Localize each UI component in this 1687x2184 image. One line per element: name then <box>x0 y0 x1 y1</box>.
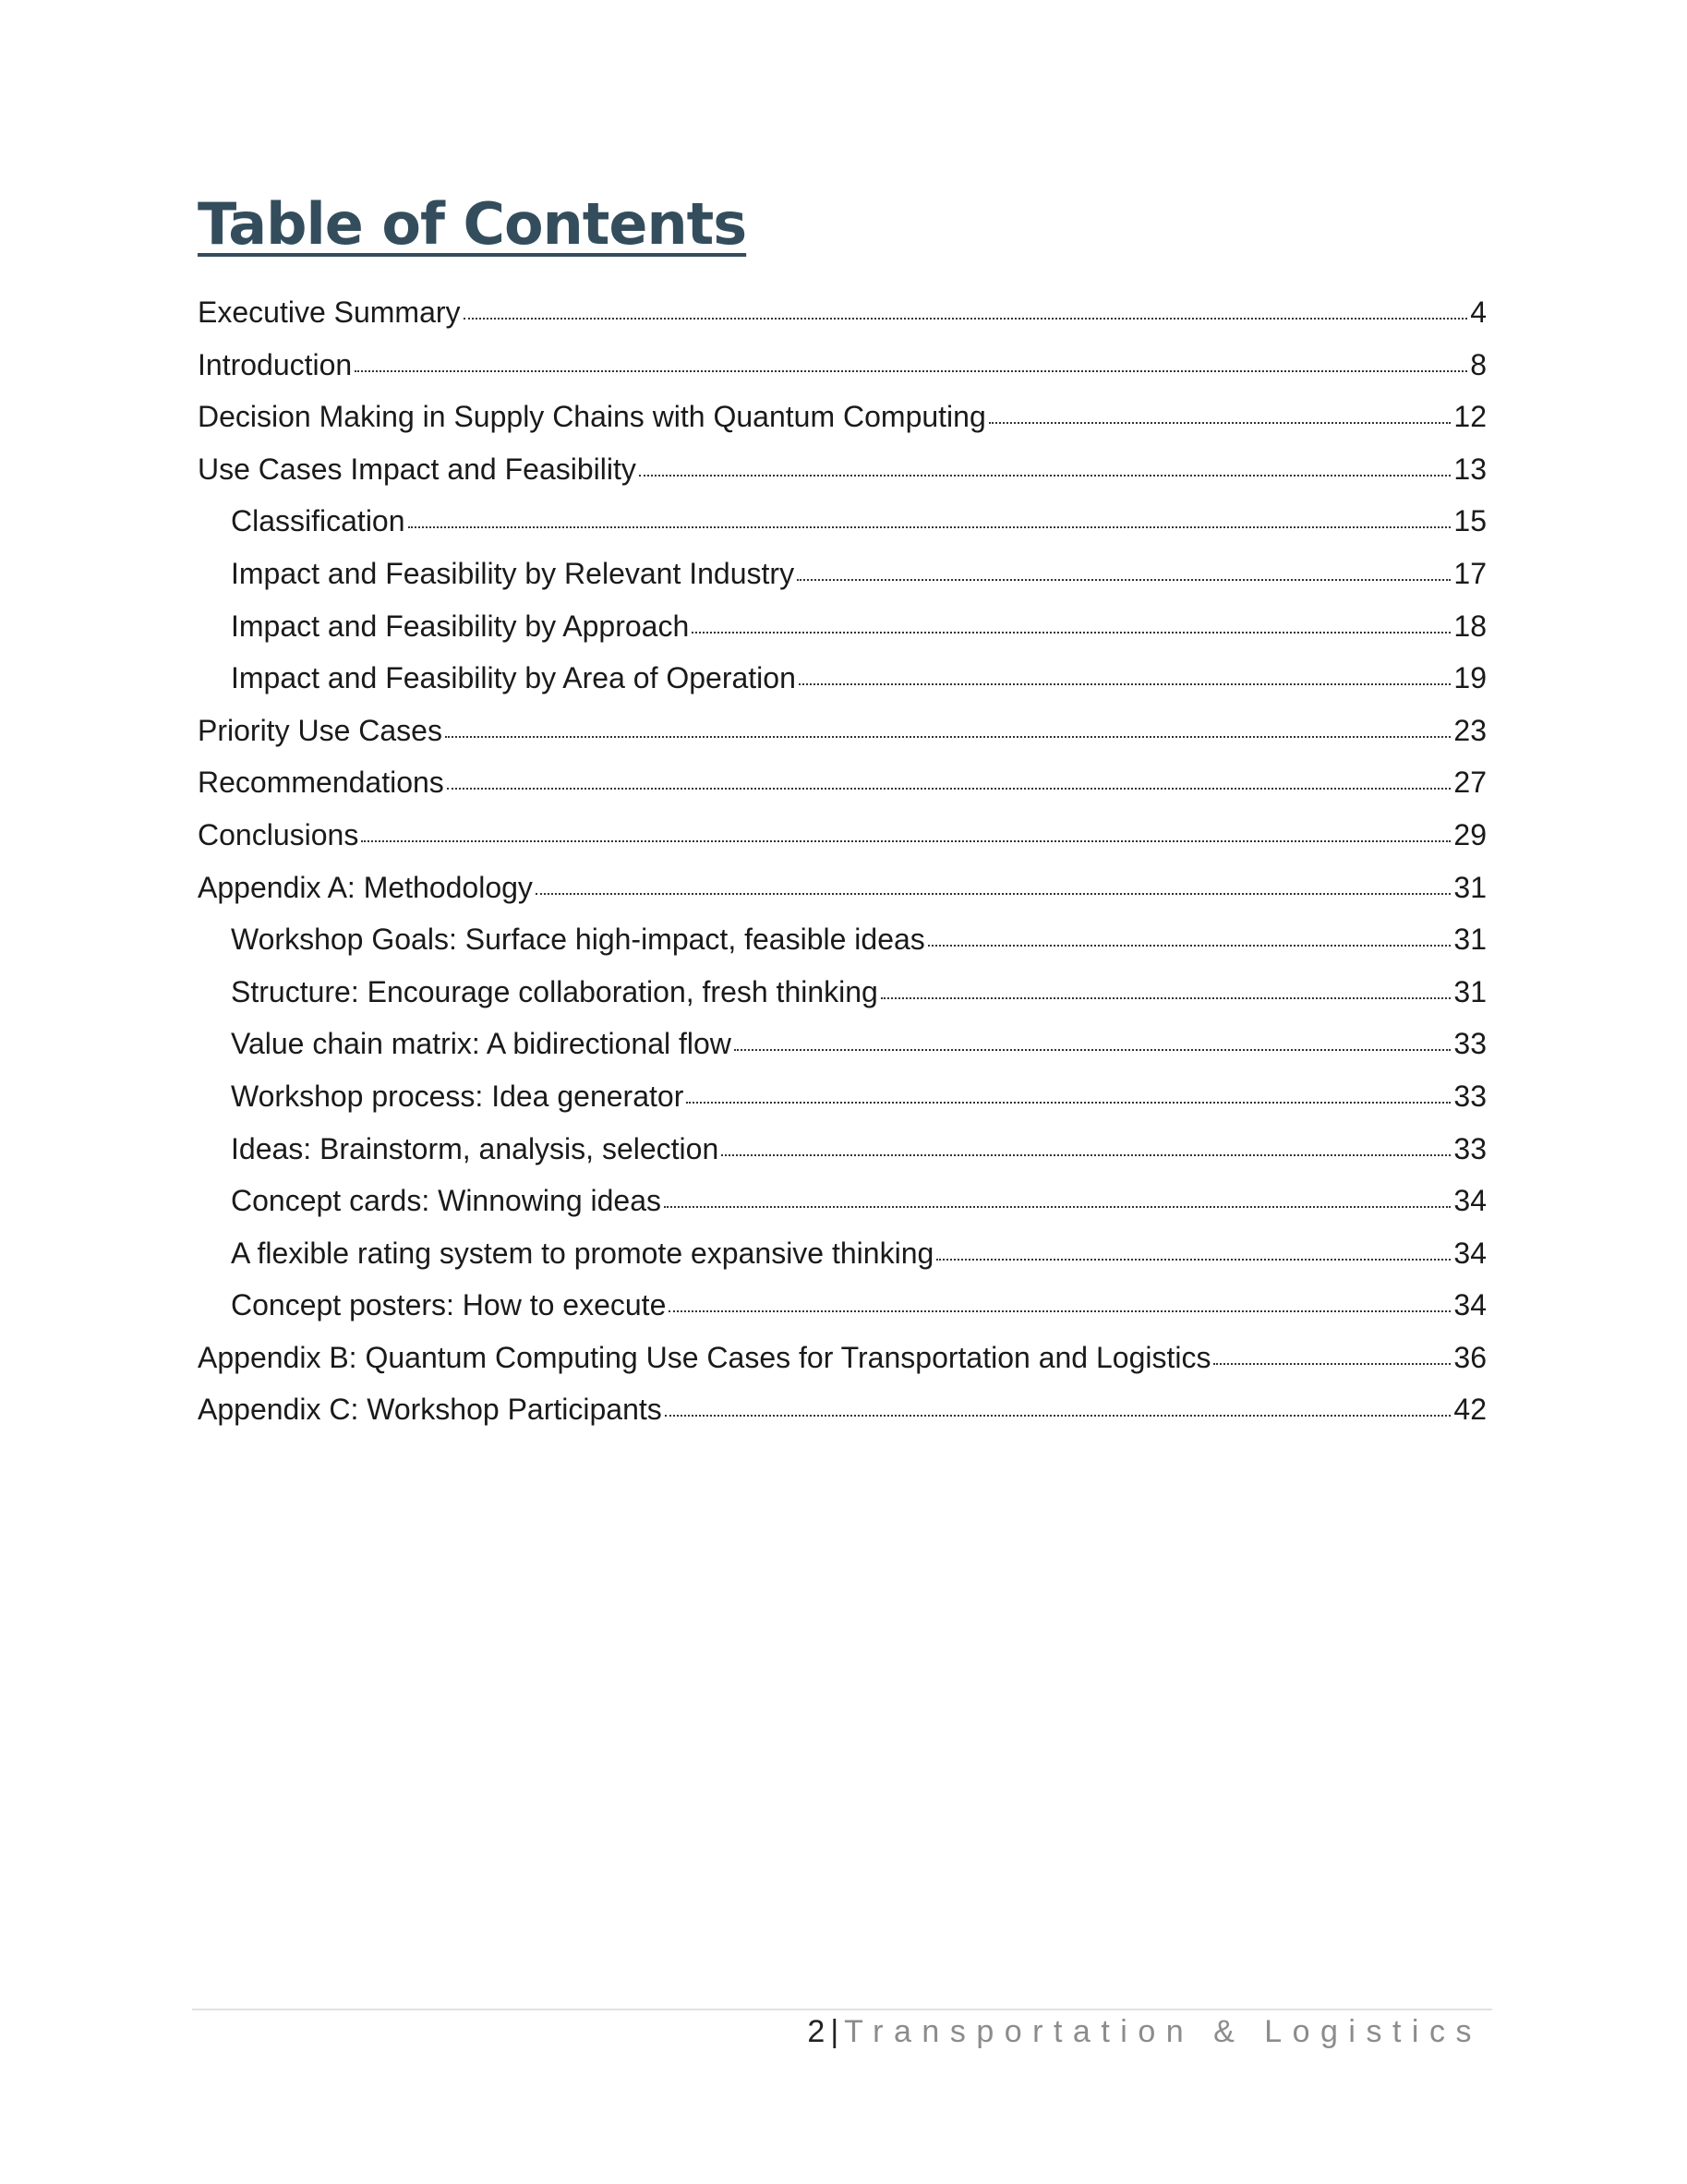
toc-entry-label: Workshop Goals: Surface high-impact, feasible ideas <box>231 923 925 957</box>
toc-dot-leader <box>665 1415 1452 1417</box>
toc-entry-label: Concept cards: Winnowing ideas <box>231 1184 662 1218</box>
toc-entry-page-number: 27 <box>1453 766 1487 800</box>
table-of-contents <box>198 286 1487 1436</box>
toc-entry[interactable] <box>198 913 1487 966</box>
toc-entry[interactable] <box>198 391 1487 443</box>
toc-entry-label: Classification <box>231 504 405 538</box>
toc-entry[interactable] <box>198 443 1487 496</box>
footer-divider <box>192 2009 1492 2010</box>
toc-entry-page-number: 42 <box>1453 1393 1487 1427</box>
toc-dot-leader <box>692 632 1451 633</box>
toc-dot-leader <box>799 683 1452 685</box>
toc-entry-page-number: 18 <box>1453 609 1487 643</box>
toc-dot-leader <box>447 788 1452 790</box>
toc-entry[interactable] <box>198 862 1487 914</box>
toc-entry-label: Appendix A: Methodology <box>198 870 533 904</box>
toc-dot-leader <box>936 1259 1451 1261</box>
toc-dot-leader <box>355 370 1467 372</box>
toc-entry[interactable] <box>198 339 1487 392</box>
toc-entry-label: Recommendations <box>198 766 444 800</box>
toc-entry[interactable] <box>198 495 1487 548</box>
toc-dot-leader <box>797 579 1451 581</box>
toc-entry-label: A flexible rating system to promote expansive thinking <box>231 1236 934 1270</box>
toc-dot-leader <box>408 526 1452 528</box>
footer-page-number: 2 <box>807 2014 827 2049</box>
toc-entry[interactable] <box>198 1123 1487 1176</box>
toc-entry-page-number: 34 <box>1453 1288 1487 1322</box>
toc-entry-page-number: 23 <box>1453 713 1487 747</box>
toc-entry-page-number: 4 <box>1470 296 1487 329</box>
toc-entry[interactable] <box>198 1383 1487 1436</box>
toc-dot-leader <box>1213 1363 1451 1365</box>
toc-entry[interactable] <box>198 1279 1487 1332</box>
toc-entry-label: Impact and Feasibility by Relevant Industry <box>231 556 795 590</box>
toc-entry-page-number: 31 <box>1453 923 1487 957</box>
toc-entry[interactable] <box>198 1175 1487 1227</box>
toc-entry-page-number: 19 <box>1453 661 1487 695</box>
toc-dot-leader <box>686 1102 1451 1104</box>
toc-dot-leader <box>664 1206 1451 1208</box>
toc-dot-leader <box>639 475 1452 477</box>
toc-entry-label: Structure: Encourage collaboration, fresh thinking <box>231 974 878 1008</box>
toc-entry-page-number: 33 <box>1453 1131 1487 1165</box>
toc-heading: Table of Contents <box>198 190 747 258</box>
toc-entry[interactable] <box>198 652 1487 705</box>
toc-entry-label: Ideas: Brainstorm, analysis, selection <box>231 1131 719 1165</box>
toc-entry-page-number: 8 <box>1470 347 1487 381</box>
footer-document-title: Transportation & Logistics <box>844 2014 1482 2049</box>
toc-entry-page-number: 15 <box>1453 504 1487 538</box>
toc-entry-page-number: 34 <box>1453 1184 1487 1218</box>
toc-entry-label: Executive Summary <box>198 296 461 329</box>
toc-entry-label: Use Cases Impact and Feasibility <box>198 452 636 486</box>
toc-entry-label: Value chain matrix: A bidirectional flow <box>231 1027 731 1061</box>
toc-entry-label: Appendix C: Workshop Participants <box>198 1393 662 1427</box>
toc-dot-leader <box>445 736 1451 738</box>
toc-entry-page-number: 36 <box>1453 1340 1487 1374</box>
toc-entry[interactable] <box>198 966 1487 1019</box>
toc-entry[interactable] <box>198 809 1487 862</box>
toc-entry[interactable] <box>198 600 1487 653</box>
toc-entry-label: Decision Making in Supply Chains with Quantum Computing <box>198 400 986 434</box>
toc-dot-leader <box>989 422 1452 424</box>
toc-entry-page-number: 34 <box>1453 1236 1487 1270</box>
toc-entry[interactable] <box>198 1332 1487 1384</box>
toc-entry-page-number: 33 <box>1453 1079 1487 1113</box>
toc-entry-label: Impact and Feasibility by Area of Operation <box>231 661 796 695</box>
toc-entry-label: Workshop process: Idea generator <box>231 1079 684 1113</box>
toc-entry-page-number: 33 <box>1453 1027 1487 1061</box>
toc-entry[interactable] <box>198 548 1487 600</box>
toc-entry-page-number: 29 <box>1453 817 1487 851</box>
toc-entry[interactable] <box>198 1018 1487 1070</box>
toc-entry[interactable] <box>198 756 1487 809</box>
toc-entry-label: Introduction <box>198 347 353 381</box>
footer-separator: | <box>830 2014 839 2049</box>
toc-entry[interactable] <box>198 705 1487 757</box>
toc-entry[interactable] <box>198 1227 1487 1280</box>
toc-entry-page-number: 31 <box>1453 974 1487 1008</box>
toc-entry-label: Concept posters: How to execute <box>231 1288 667 1322</box>
toc-dot-leader <box>361 840 1451 842</box>
toc-entry-label: Priority Use Cases <box>198 713 442 747</box>
toc-entry-page-number: 31 <box>1453 870 1487 904</box>
toc-entry-page-number: 13 <box>1453 452 1487 486</box>
toc-entry-page-number: 17 <box>1453 556 1487 590</box>
page-footer <box>807 2011 1482 2052</box>
toc-entry-label: Conclusions <box>198 817 359 851</box>
toc-dot-leader <box>464 318 1467 320</box>
toc-entry-page-number: 12 <box>1453 400 1487 434</box>
toc-dot-leader <box>734 1049 1452 1051</box>
toc-dot-leader <box>536 893 1451 895</box>
toc-dot-leader <box>669 1310 1451 1312</box>
toc-dot-leader <box>928 945 1452 947</box>
toc-entry-label: Appendix B: Quantum Computing Use Cases for Transportation and Logistics <box>198 1340 1211 1374</box>
toc-dot-leader <box>881 997 1452 999</box>
toc-dot-leader <box>721 1154 1451 1156</box>
toc-entry[interactable] <box>198 286 1487 339</box>
toc-entry[interactable] <box>198 1070 1487 1123</box>
toc-entry-label: Impact and Feasibility by Approach <box>231 609 690 643</box>
